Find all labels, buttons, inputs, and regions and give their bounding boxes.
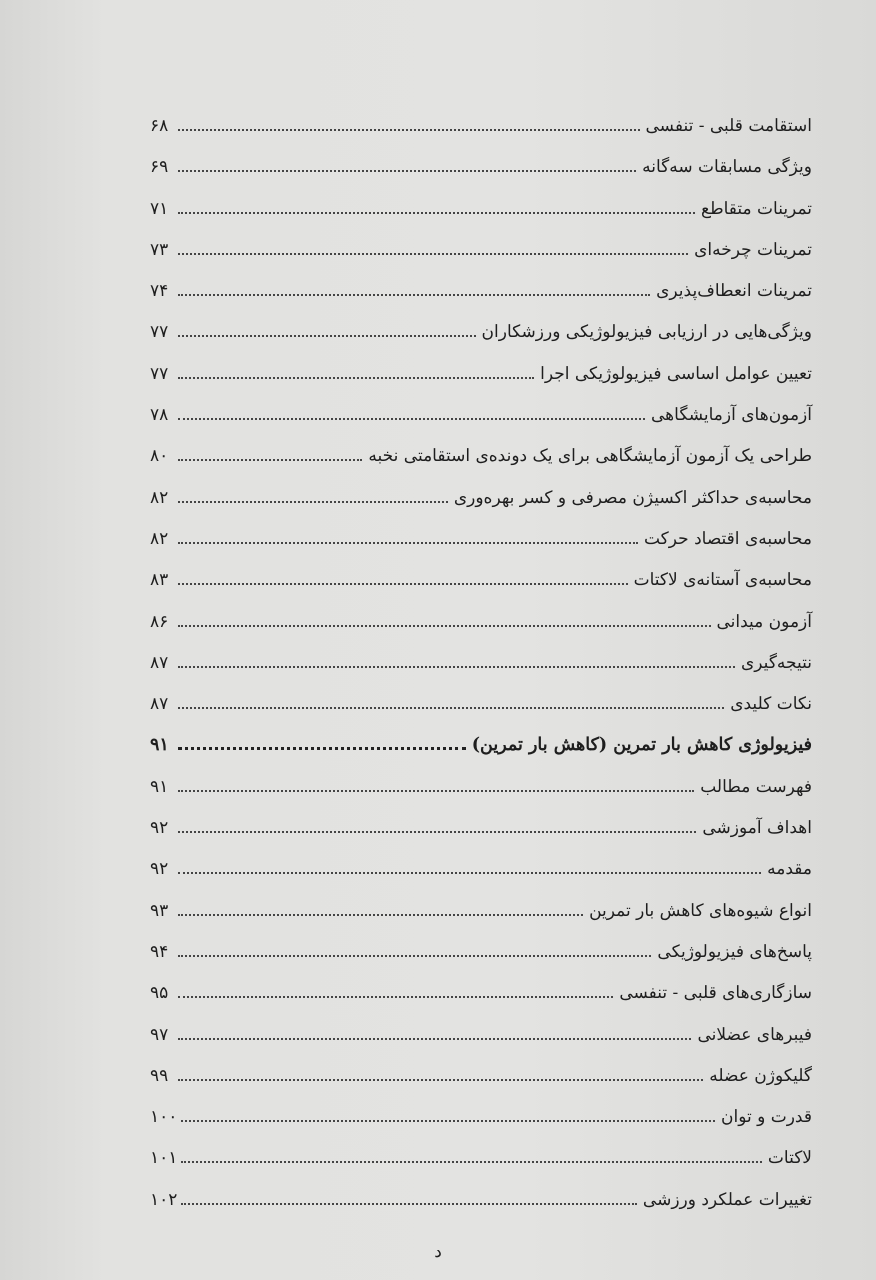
toc-page-number: ۷۱: [150, 198, 169, 219]
dot-leader: [178, 211, 695, 214]
toc-entry-row: [150, 1015, 812, 1056]
toc-page-number: ۹۷: [150, 1024, 169, 1045]
toc-page-number: ۶۸: [150, 116, 169, 136]
toc-entry-title: تمرینات چرخه‌ای: [694, 239, 812, 260]
dot-leader: [178, 541, 638, 544]
toc-entry-title: فیزیولوژی کاهش بار تمرین (کاهش بار تمرین): [471, 735, 812, 756]
toc-entry-row: [150, 478, 812, 519]
toc-entry-row: [150, 147, 812, 188]
toc-entry-row: [150, 643, 812, 684]
toc-entry-title: لاکتات: [767, 1148, 812, 1169]
toc-entry-title: نکات کلیدی: [730, 694, 812, 715]
toc-entry-title: انواع شیوه‌های کاهش بار تمرین: [589, 900, 812, 921]
dot-leader: [178, 293, 650, 296]
toc-entry-row: [150, 932, 812, 973]
toc-entry-title: قدرت و توان: [720, 1107, 812, 1128]
dot-leader: [178, 746, 466, 750]
toc-entry-title: محاسبه‌ی حداکثر اکسیژن مصرفی و کسر بهره‌وری: [453, 487, 812, 508]
toc-page-number: ۸۳: [150, 570, 169, 591]
toc-entry-title: محاسبه‌ی آستانه‌ی لاکتات: [633, 570, 812, 591]
dot-leader: [178, 458, 362, 461]
toc-page-number: ۸۷: [150, 694, 169, 715]
toc-entry-title: اهداف آموزشی: [702, 818, 812, 839]
toc-entry-row: [150, 684, 812, 725]
toc-entry-row: [150, 312, 812, 353]
toc-page-number: ۷۸: [150, 405, 169, 426]
toc-entry-title: تمرینات انعطاف‌پذیری: [656, 281, 812, 302]
toc-page-number: ۹۳: [150, 900, 169, 921]
toc-entry-title: تغییرات عملکرد ورزشی: [642, 1189, 812, 1210]
toc-page-number: ۹۲: [150, 859, 169, 880]
toc-entry-row: [150, 1097, 812, 1138]
toc-entry-row: [150, 230, 812, 271]
toc-page-number: ۱۰۲: [150, 1189, 178, 1210]
toc-entry-row: [150, 189, 812, 230]
toc-entry-row: [150, 354, 812, 395]
toc-entry-title: نتیجه‌گیری: [741, 652, 812, 673]
page-number-footer: د: [434, 1242, 442, 1262]
toc-page-number: ۷۳: [150, 239, 169, 260]
dot-leader: [178, 789, 694, 792]
toc-entry-row: [150, 436, 812, 477]
toc-entry-title: گلیکوژن عضله: [709, 1065, 812, 1086]
toc-entry-title: فیبرهای عضلانی: [697, 1024, 812, 1045]
toc-entry-title: فهرست مطالب: [700, 776, 812, 797]
toc-entry-row: [150, 808, 812, 849]
dot-leader: [178, 128, 640, 131]
toc-entry-title: سازگاری‌های قلبی - تنفسی: [619, 983, 812, 1004]
dot-leader: [181, 1119, 715, 1122]
toc-entry-title: ویژگی مسابقات سه‌گانه: [642, 157, 812, 178]
dot-leader: [178, 706, 724, 709]
dot-leader: [178, 376, 534, 379]
dot-leader: [178, 871, 761, 874]
toc-page-number: ۹۵: [150, 983, 169, 1004]
toc-page-number: ۹۹: [150, 1065, 169, 1086]
dot-leader: [178, 995, 613, 998]
dot-leader: [178, 582, 628, 585]
dot-leader: [178, 954, 651, 957]
toc-entry-row: [150, 1180, 812, 1221]
toc-entry-title: ویژگی‌هایی در ارزیابی فیزیولوژیکی ورزشکاران: [481, 322, 812, 343]
toc-page-number: ۷۷: [150, 363, 169, 384]
toc-page-number: ۸۰: [150, 446, 169, 467]
toc-entry-row: [150, 1056, 812, 1097]
toc-page-number: ۸۷: [150, 652, 169, 673]
toc-page-number: ۱۰۰: [150, 1107, 178, 1128]
dot-leader: [178, 830, 696, 833]
toc-entry-row: [150, 891, 812, 932]
toc-page-number: ۹۴: [150, 941, 169, 962]
toc-entry-row: [150, 602, 812, 643]
toc-entry-row: [150, 395, 812, 436]
toc-page-number: ۷۷: [150, 322, 169, 343]
dot-leader: [178, 1078, 703, 1081]
table-of-contents: [150, 106, 812, 1221]
toc-entry-title: محاسبه‌ی اقتصاد حرکت: [643, 528, 812, 549]
toc-page-number: ۹۱: [150, 776, 169, 797]
dot-leader: [178, 1037, 691, 1040]
dot-leader: [178, 665, 735, 668]
dot-leader: [178, 624, 711, 627]
toc-entry-title: پاسخ‌های فیزیولوژیکی: [657, 941, 812, 962]
toc-entry-title: آزمون میدانی: [716, 611, 812, 632]
dot-leader: [178, 417, 645, 420]
toc-entry-title: طراحی یک آزمون آزمایشگاهی برای یک دونده‌ی استقامتی نخبه: [368, 446, 812, 467]
toc-entry-row: [150, 519, 812, 560]
toc-page-number: ۹۲: [150, 818, 169, 839]
toc-entry-title: مقدمه: [767, 859, 812, 880]
dot-leader: [178, 252, 688, 255]
toc-entry-row: [150, 849, 812, 890]
toc-entry-row: [150, 973, 812, 1014]
toc-entry-title: تمرینات متقاطع: [701, 198, 812, 219]
toc-page-number: ۹۱: [150, 735, 169, 756]
toc-entry-row: [150, 106, 812, 147]
toc-entry-row: [150, 767, 812, 808]
toc-page-number: ۸۲: [150, 528, 169, 549]
dot-leader: [178, 500, 448, 503]
toc-page-number: ۸۶: [150, 611, 169, 632]
dot-leader: [181, 1202, 637, 1205]
toc-page-number: ۷۴: [150, 281, 169, 302]
toc-entry-title: آزمون‌های آزمایشگاهی: [651, 405, 812, 426]
toc-entry-row: [150, 560, 812, 601]
dot-leader: [178, 334, 476, 337]
toc-entry-title: تعیین عوامل اساسی فیزیولوژیکی اجرا: [540, 363, 812, 384]
toc-page-number: ۶۹: [150, 157, 169, 178]
toc-chapter-row: [150, 725, 812, 766]
dot-leader: [178, 169, 636, 172]
toc-page-number: ۱۰۱: [150, 1148, 178, 1169]
toc-page-number: ۸۲: [150, 487, 169, 508]
toc-entry-title: استقامت قلبی - تنفسی: [645, 116, 812, 136]
dot-leader: [178, 913, 583, 916]
dot-leader: [181, 1160, 761, 1163]
toc-entry-row: [150, 271, 812, 312]
toc-entry-row: [150, 1138, 812, 1179]
